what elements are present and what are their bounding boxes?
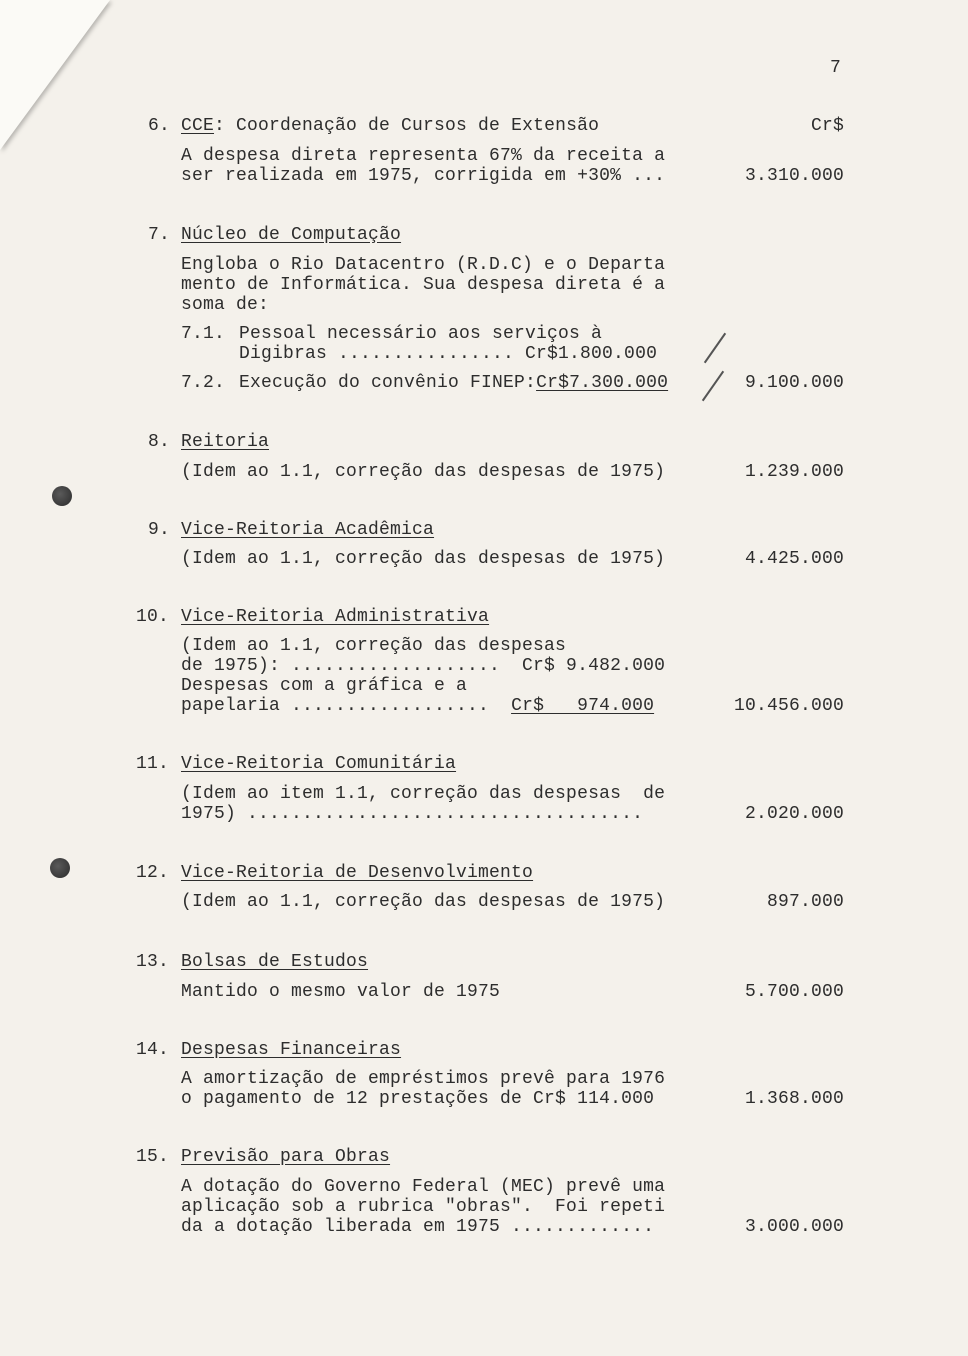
page-number: 7 (830, 58, 842, 78)
item-line: papelaria .................. Cr$ 974.000 (181, 696, 655, 716)
item-title: Vice-Reitoria Administrativa (181, 607, 490, 627)
item-number: 15. (136, 1147, 170, 1167)
item-line: de 1975): ................... Cr$ 9.482.000 (181, 656, 666, 676)
currency-header: Cr$ (810, 116, 844, 136)
punch-hole (50, 858, 70, 878)
item-number: 10. (136, 607, 170, 627)
item-line: (Idem ao 1.1, correção das despesas de 1975) (181, 462, 666, 482)
item-amount: 9.100.000 (744, 373, 844, 393)
item-title: CCE: Coordenação de Cursos de Extensão (181, 116, 600, 136)
item-amount: 10.456.000 (733, 696, 844, 716)
item-amount: 5.700.000 (744, 982, 844, 1002)
item-number: 13. (136, 952, 170, 972)
item-line: (Idem ao 1.1, correção das despesas de 1975) (181, 892, 666, 912)
subitem-number: 7.1. (181, 324, 226, 344)
item-line: A despesa direta representa 67% da receita a (181, 146, 666, 166)
item-amount: 3.310.000 (744, 166, 844, 186)
item-line: A amortização de empréstimos prevê para 1976 (181, 1069, 666, 1089)
folded-corner (0, 0, 110, 150)
item-title: Despesas Financeiras (181, 1040, 402, 1060)
punch-hole (52, 486, 72, 506)
item-title: Previsão para Obras (181, 1147, 391, 1167)
item-number: 7. (148, 225, 171, 245)
item-line: (Idem ao 1.1, correção das despesas (181, 636, 567, 656)
item-number: 12. (136, 863, 170, 883)
check-mark (702, 371, 724, 402)
item-line: Engloba o Rio Datacentro (R.D.C) e o Departa (181, 255, 666, 275)
item-title: Reitoria (181, 432, 270, 452)
item-number: 8. (148, 432, 171, 452)
item-amount: 1.368.000 (744, 1089, 844, 1109)
subitem-line: Execução do convênio FINEP:Cr$7.300.000 (239, 373, 669, 393)
item-line: (Idem ao item 1.1, correção das despesas de (181, 784, 666, 804)
item-number: 6. (148, 116, 171, 136)
item-title: Vice-Reitoria Comunitária (181, 754, 457, 774)
item-line: Mantido o mesmo valor de 1975 (181, 982, 501, 1002)
item-title: Vice-Reitoria Acadêmica (181, 520, 435, 540)
item-title: Vice-Reitoria de Desenvolvimento (181, 863, 534, 883)
item-amount: 1.239.000 (744, 462, 844, 482)
item-title: Núcleo de Computação (181, 225, 402, 245)
item-line: soma de: (181, 295, 270, 315)
item-line: aplicação sob a rubrica "obras". Foi repeti (181, 1197, 666, 1217)
item-line: 1975) .................................... (181, 804, 644, 824)
item-title: Bolsas de Estudos (181, 952, 369, 972)
item-number: 9. (148, 520, 171, 540)
item-line: (Idem ao 1.1, correção das despesas de 1975) (181, 549, 666, 569)
item-amount: 2.020.000 (744, 804, 844, 824)
item-number: 11. (136, 754, 170, 774)
item-line: ser realizada em 1975, corrigida em +30% ... (181, 166, 666, 186)
item-line: mento de Informática. Sua despesa direta é a (181, 275, 666, 295)
item-line: o pagamento de 12 prestações de Cr$ 114.000 (181, 1089, 655, 1109)
item-line: da a dotação liberada em 1975 ............. (181, 1217, 655, 1237)
subitem-line: Pessoal necessário aos serviços à (239, 324, 603, 344)
item-number: 14. (136, 1040, 170, 1060)
subitem-line: Digibras ................ Cr$1.800.000 (239, 344, 658, 364)
item-amount: 897.000 (766, 892, 844, 912)
item-amount: 4.425.000 (744, 549, 844, 569)
check-mark (704, 333, 726, 364)
item-amount: 3.000.000 (744, 1217, 844, 1237)
item-line: Despesas com a gráfica e a (181, 676, 468, 696)
subitem-number: 7.2. (181, 373, 226, 393)
item-line: A dotação do Governo Federal (MEC) prevê uma (181, 1177, 666, 1197)
